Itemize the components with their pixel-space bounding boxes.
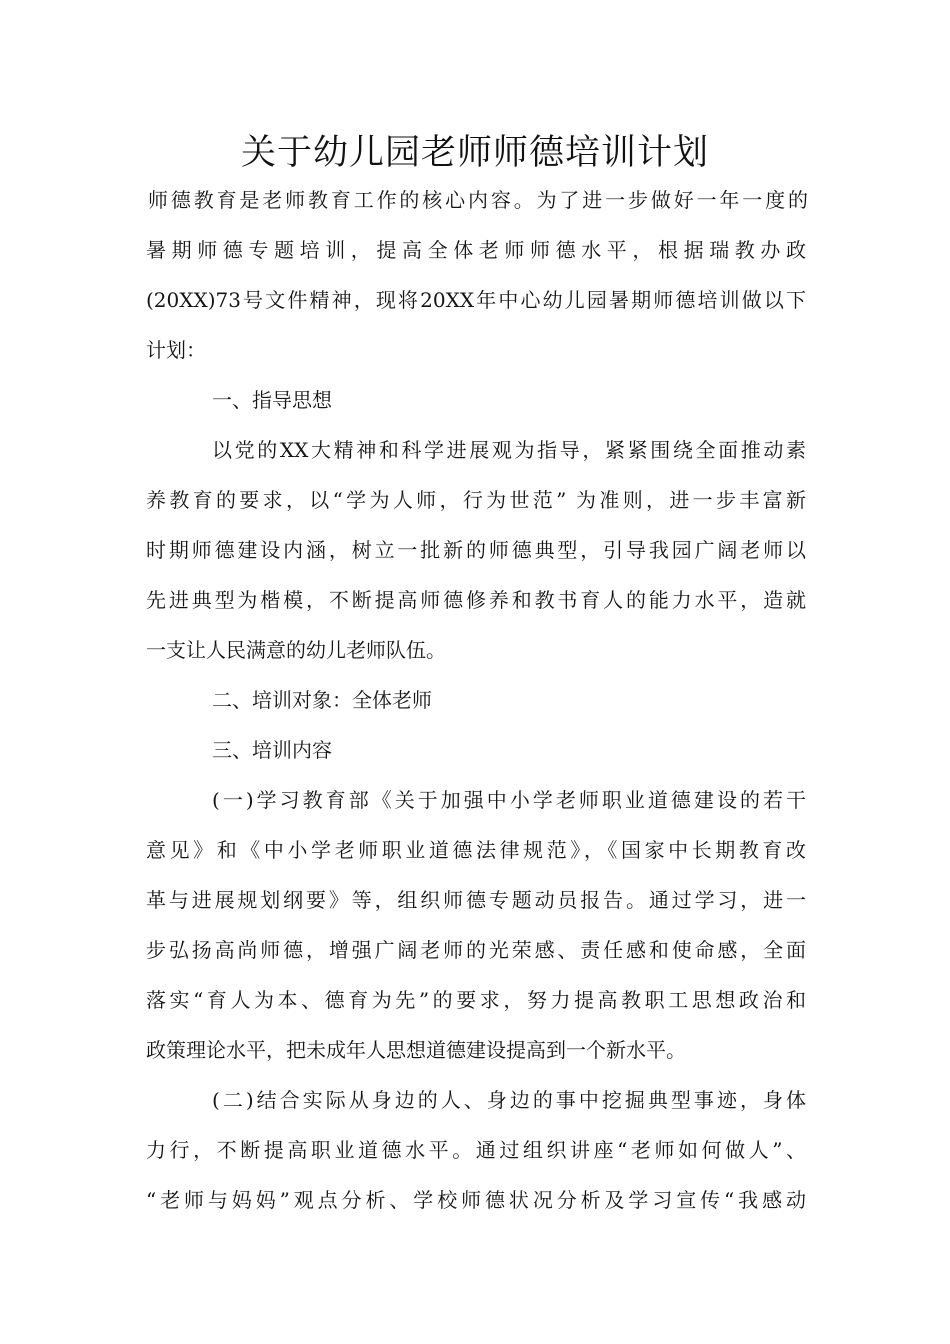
- paragraph-line: 落实“育人为本、德育为先”的要求，努力提高教职工思想政治和: [146, 988, 806, 1012]
- paragraph-line: (一)学习教育部《关于加强中小学老师职业道德建设的若干: [212, 788, 806, 812]
- paragraph-line: 养教育的要求，以“学为人师，行为世范” 为准则，进一步丰富新: [146, 488, 806, 512]
- paragraph-line: 革与进展规划纲要》等，组织师德专题动员报告。通过学习，进一: [146, 888, 806, 912]
- section-heading: 二、培训对象：全体老师: [212, 688, 432, 712]
- section-heading: 三、培训内容: [212, 738, 332, 762]
- paragraph-line: 力行，不断提高职业道德水平。通过组织讲座“老师如何做人”、: [146, 1138, 806, 1162]
- document-title: 关于幼儿园老师师德培训计划: [240, 133, 709, 173]
- paragraph-line: 暑期师德专题培训，提高全体老师师德水平，根据瑞教办政: [146, 238, 806, 262]
- paragraph-line: 一支让人民满意的幼儿老师队伍。: [146, 638, 446, 662]
- section-heading: 一、指导思想: [212, 388, 332, 412]
- paragraph-line: (二)结合实际从身边的人、身边的事中挖掘典型事迹，身体: [212, 1088, 806, 1112]
- paragraph-line: 时期师德建设内涵，树立一批新的师德典型，引导我园广阔老师以: [146, 538, 806, 562]
- paragraph-line: 以党的XX大精神和科学进展观为指导，紧紧围绕全面推动素: [212, 438, 806, 462]
- paragraph-line: (20XX)73号文件精神，现将20XX年中心幼儿园暑期师德培训做以下: [146, 288, 806, 312]
- paragraph-line: 计划：: [146, 338, 206, 362]
- paragraph-line: 师德教育是老师教育工作的核心内容。为了进一步做好一年一度的: [148, 188, 808, 212]
- paragraph-line: 先进典型为楷模，不断提高师德修养和教书育人的能力水平，造就: [146, 588, 806, 612]
- paragraph-line: “老师与妈妈”观点分析、学校师德状况分析及学习宣传“我感动: [146, 1188, 806, 1212]
- paragraph-line: 步弘扬高尚师德，增强广阔老师的光荣感、责任感和使命感，全面: [146, 938, 806, 962]
- paragraph-line: 意见》和《中小学老师职业道德法律规范》，《国家中长期教育改: [146, 838, 806, 862]
- paragraph-line: 政策理论水平，把未成年人思想道德建设提高到一个新水平。: [146, 1038, 686, 1062]
